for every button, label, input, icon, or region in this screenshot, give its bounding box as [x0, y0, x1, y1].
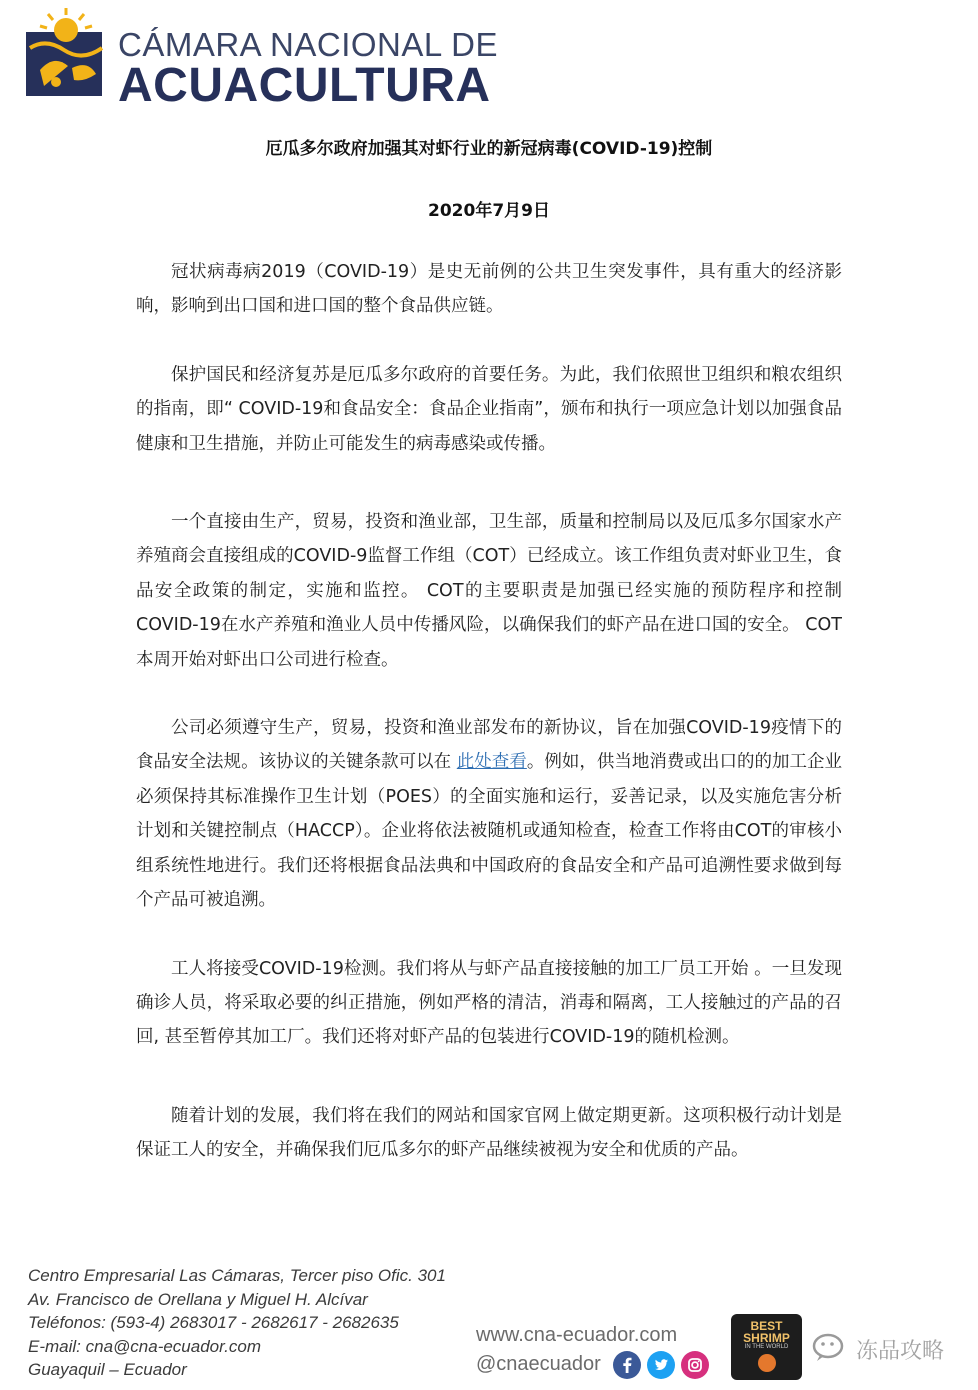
- org-name-line1: CÁMARA NACIONAL DE: [118, 26, 499, 63]
- paragraph-4: [136, 711, 842, 917]
- watermark-text: 冻品攻略: [856, 1339, 945, 1364]
- badge-line-3: IN THE WORLD: [744, 1344, 789, 1350]
- watermark: [808, 1318, 968, 1378]
- org-header: [26, 8, 499, 112]
- phone-line: Teléfonos: (593-4) 2683017 - 2682617 - 2682635: [28, 1313, 399, 1332]
- address-line: Centro Empresarial Las Cámaras, Tercer piso Ofic. 301: [28, 1266, 446, 1285]
- shrimp-icon: [758, 1354, 776, 1372]
- document-title: 厄瓜多尔政府加强其对虾行业的新冠病毒(COVID-19)控制: [265, 139, 713, 159]
- facebook-icon[interactable]: [613, 1351, 641, 1379]
- document-date: 2020年7月9日: [428, 201, 550, 221]
- city-line: Guayaquil – Ecuador: [28, 1360, 187, 1379]
- paragraph-6: 随着计划的发展，我们将在我们的网站和国家官网上做定期更新。这项积极行动计划是保证工人的安全，并确保我们厄瓜多尔的虾产品继续被视为安全和优质的产品。: [136, 1105, 842, 1161]
- cna-logo-icon: [26, 8, 108, 100]
- paragraph-5: 工人将接受COVID-19检测。我们将从与虾产品直接接触的加工厂员工开始 。一旦发现确诊人员，将采取必要的纠正措施，例如严格的清洁，消毒和隔离，工人接触过的产品的召回, 甚至暂停其加工厂。我们还将对虾产品的包装进行COVID-19的随机检测。: [136, 958, 842, 1048]
- paragraph-4-text-a: 公司必须遵守生产，贸易，投资和渔业部发布的新协议，旨在加强COVID-19疫情下的食品安全法规。该协议的关键条款可以在: [136, 718, 842, 773]
- address-line: Av. Francisco de Orellana y Miguel H. Alcívar: [28, 1289, 368, 1309]
- twitter-icon[interactable]: [647, 1351, 675, 1379]
- instagram-icon[interactable]: [681, 1351, 709, 1379]
- org-name-line2: ACUACULTURA: [118, 59, 491, 112]
- document-body: [136, 255, 842, 1202]
- paragraph-3: 一个直接由生产，贸易，投资和渔业部，卫生部，质量和控制局以及厄瓜多尔国家水产养殖商会直接组成的COVID-9监督工作组（COT）已经成立。该工作组负责对虾业卫生，食品安全政策的制定，实施和监控。 COT的主要职责是加强已经实施的预防程序和控制COVID-19在水产养殖和渔业人员中传播风险，以确保我们的虾产品在进口国的安全。 COT本周开始对虾出口公司进行检查。: [136, 512, 842, 670]
- view-here-link[interactable]: 此处查看: [456, 752, 527, 773]
- social-handle: @cnaecuador: [476, 1353, 601, 1375]
- wechat-icon: [808, 1318, 856, 1378]
- paragraph-1: 冠状病毒病2019（COVID-19）是史无前例的公共卫生突发事件，具有重大的经济影响，影响到出口国和进口国的整个食品供应链。: [136, 262, 842, 317]
- footer-address: [28, 1264, 446, 1382]
- website-link[interactable]: www.cna-ecuador.com: [476, 1324, 678, 1346]
- paragraph-2: 保护国民和经济复苏是厄瓜多尔政府的首要任务。为此，我们依照世卫组织和粮农组织的指南，即“ COVID-19和食品安全：食品企业指南”，颁布和执行一项应急计划以加强食品健康和卫生措施，并防止可能发生的病毒感染或传播。: [136, 364, 842, 454]
- email-line: E-mail: cna@cna-ecuador.com: [28, 1336, 261, 1356]
- badge-line-1: BEST: [750, 1319, 783, 1333]
- paragraph-4-text-b: 。例如，供当地消费或出口的的加工企业必须保持其标准操作卫生计划（POES）的全面实施和运行，妥善记录，以及实施危害分析计划和关键控制点（HACCP）。企业将依法被随机或通知检查，检查工作将由COT的审核小组系统性地进行。我们还将根据食品法典和中国政府的食品安全和产品可追溯性要求做到每个产品可被追溯。: [136, 752, 843, 911]
- best-shrimp-badge: [731, 1314, 802, 1380]
- badge-line-2: SHRIMP: [743, 1331, 790, 1345]
